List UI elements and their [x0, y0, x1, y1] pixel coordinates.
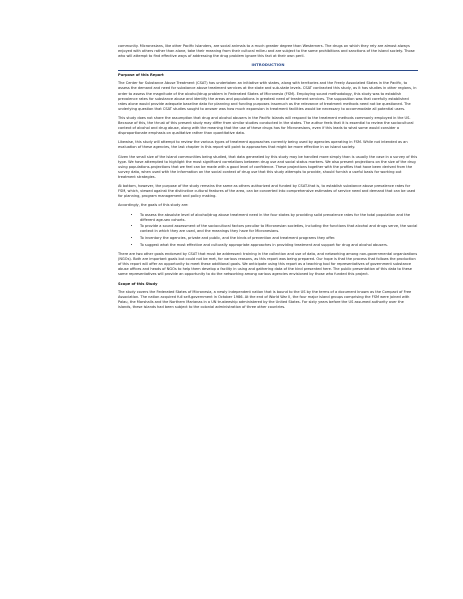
purpose-paragraph-5: At bottom, however, the purpose of the study remains the same as others authorized and funded by CSAT-that is, to establish substance abuse prevalence rates for FSM, which, viewed against the distinctive cultural features of the area, can be converted into comprehensive estimates of service need and demand that can be used for planning, program management and policy making.	[118, 183, 416, 199]
purpose-paragraph-2: This study does not share the assumption that drug and alcohol abusers in the Pacific Islands will respond to the treatment methods commonly employed in the US. Because of this, the thrust of this present study may differ from similar studies conducted in the states. The author feels that it is essential to review the sociocultural context of alcohol and drug abuse, along with the meaning that the use of these drugs has for Micronesians, even if this leads to what some would consider a disproportionate emphasis on qualitative rather than quantitative data.	[118, 115, 414, 136]
scope-paragraph: The study covers the Federated States of Micronesia, a newly independent nation that is bound to the US by the terms of a document known as the Compact of Free Association. The nation acquired full self-government in October 1986. At the end of World War II, the four major island groups comprising the FSM were joined with Palau, the Marshalls and the Northern Marianas in a UN trusteeship administered by the United States. For sixty years before the US assumed authority over the islands, these islands had been subject to the colonial administration of three other countries.	[118, 289, 412, 309]
purpose-paragraph-1: The Center for Substance Abuse Treatment (CSAT) has undertaken an initiative with states, along with territories and the Freely Associated States in the Pacific, to assess the demand and need for substance abuse treatment services at the state and sub-state levels. CSAT contracted this study, as it has studies in other regions, in order to assess the magnitude of the alcohol/drug problem in Federated States of Micronesia (FSM). Employing sound methodology, this study was to establish prevalence rates for substance abuse and identify the areas and populations in greatest need of treatment services. The supposition was that carefully established rates alone would provide adequate baseline data for planning and funding purposes insomuch as the relevance of treatment methods need not be questioned. The underlying question that CSAT studies sought to answer was how much expansion in treatment facilities would be necessary to accommodate all potential users.	[118, 81, 417, 111]
section-title: INTRODUCTION	[251, 63, 285, 68]
document-body	[118, 44, 418, 314]
goals-list	[118, 213, 418, 249]
goal-item: • To assess the absolute level of alcohol/drug abuse treatment need in the four states by providing solid prevalence rates for the total population and the different age-sex cohorts.	[140, 213, 418, 223]
intro-paragraph: community. Micronesians, like other Pacific Islanders, are social animals to a much greater degree than Westerners. The drugs on which they rely are almost always enjoyed with others rather than alone, take their meaning from their cultural milieu and are subject to the same prohibitions and sanctions of the island society. Those who will attempt to find effective ways of addressing the drug problem ignore this fact at their own peril.	[118, 44, 415, 59]
purpose-closing-paragraph: There are two other goals endorsed by CSAT that must be addressed: training in the collection and use of data, and networking among non-governmental organizations (NGOs). Both are important goals but could not be met, for various reasons, as this report was being prepared. Our hope is that the process that follows the production of this report will offer an opportunity to meet these additional goals. We anticipate using this report as a teaching tool for representatives of government substance abuse offices and heads of NGOs to help them develop a facility in using and gathering data of the kind presented here. The public presentation of this data to these same representatives will provide an opportunity to do the networking among various agencies envisioned by those who funded this project.	[118, 252, 418, 277]
purpose-paragraph-3: Likewise, this study will attempt to review the various types of treatment approaches currently being used by agencies operating in FSM. While not intended as an evaluation of these agencies, the last chapter in this report will point to approaches that might be more effective in an island society.	[118, 140, 408, 150]
goal-item: • To provide a sound assessment of the sociocultural factors peculiar to Micronesian societies, including the functions that alcohol and drugs serve, the social context in which they are used, and the meanings they have for Micronesians.	[140, 224, 418, 234]
purpose-paragraph-4: Given the small size of the island communities being studied, that data generated by this study may be handled more simply than is usually the case in a survey of this type. We have attempted to highlight the most significant correlations between drug use and social status markers. We also present projections on the size of the drug using populations-projections that we feel can be made with a good level of confidence. These projections together with the profiles that have been derived from the survey data, when used with the information on the social context of drug use that this study attempts to provide, should furnish a useful basis for working out treatment strategies.	[118, 154, 418, 179]
goal-item: • To inventory the agencies, private and public, and the kinds of prevention and treatment programs they offer.	[140, 236, 418, 241]
goals-intro: Accordingly, the goals of this study are:	[118, 203, 189, 208]
section-divider	[118, 70, 418, 71]
scope-heading: Scope of this Study	[118, 281, 158, 286]
goal-item: • To suggest what the most effective and culturally appropriate approaches in providing treatment and support for drug and alcohol abusers.	[140, 243, 418, 248]
purpose-heading: Purpose of this Report	[118, 73, 164, 78]
